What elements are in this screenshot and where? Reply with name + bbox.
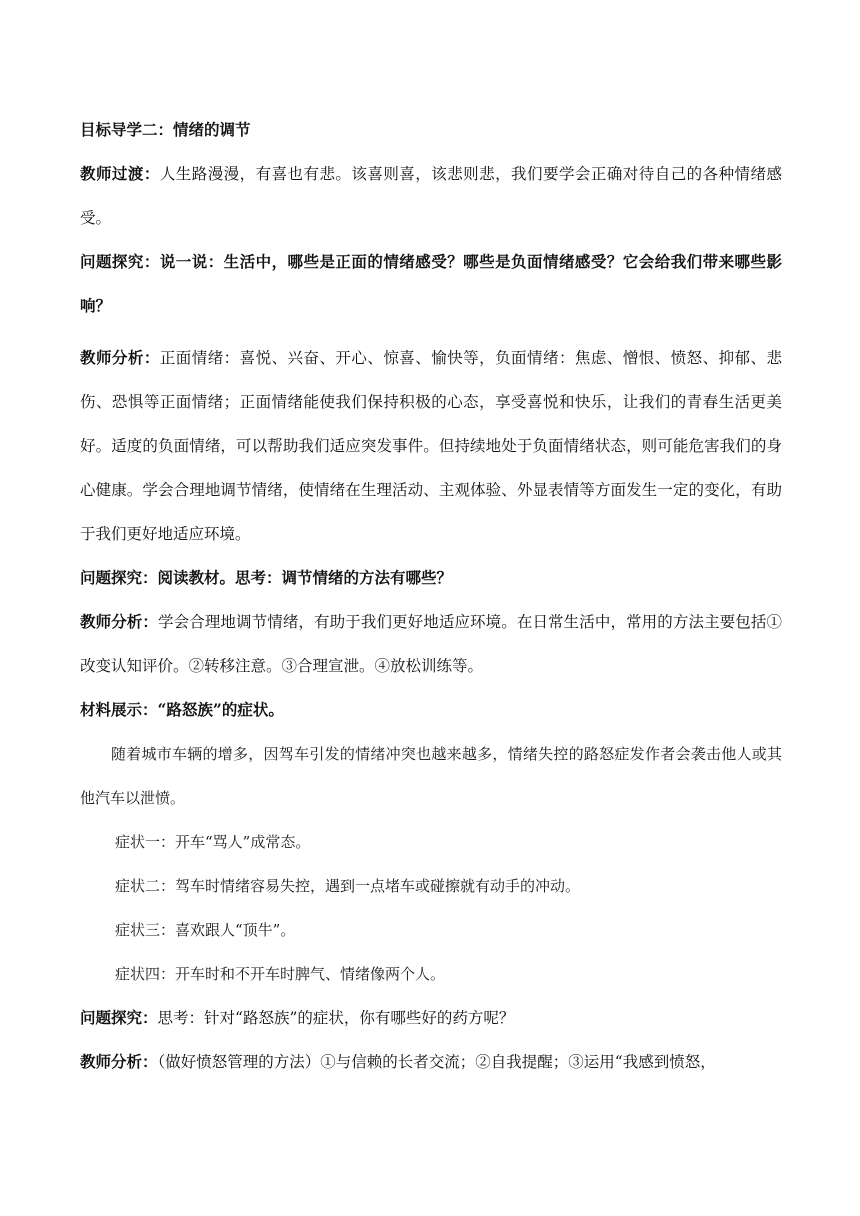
teacher-analysis-paragraph xyxy=(80,1040,782,1084)
paragraph-label: 问题探究： xyxy=(80,568,158,587)
question-exploration-paragraph xyxy=(80,996,782,1040)
paragraph-text: 阅读教材。思考：调节情绪的方法有哪些？ xyxy=(157,568,453,587)
paragraph-text: 说一说：生活中，哪些是正面的情绪感受？哪些是负面情绪感受？它会给我们带来哪些影响？ xyxy=(80,252,782,315)
symptom-item: 症状三：喜欢跟人“顶牛”。 xyxy=(115,921,296,939)
paragraph-label: 问题探究： xyxy=(80,1008,158,1027)
teacher-analysis-paragraph xyxy=(80,600,782,688)
question-exploration-paragraph xyxy=(80,556,782,600)
paragraph-label: 材料展示： xyxy=(80,700,158,719)
question-exploration-paragraph xyxy=(80,240,782,328)
teacher-transition-paragraph xyxy=(80,152,782,240)
paragraph-text: 人生路漫漫，有喜也有悲。该喜则喜，该悲则悲，我们要学会正确对待自己的各种情绪感受。 xyxy=(80,165,782,227)
symptom-item: 症状四：开车时和不开车时脾气、情绪像两个人。 xyxy=(115,965,446,983)
paragraph-text: “路怒族”的症状。 xyxy=(157,700,284,719)
symptom-item: 症状一：开车“骂人”成常态。 xyxy=(115,833,311,851)
teacher-analysis-paragraph xyxy=(80,336,782,556)
paragraph-text: 学会合理地调节情绪，有助于我们更好地适应环境。在日常生活中，常用的方法主要包括①改变认知评价。②转移注意。③合理宣泄。④放松训练等。 xyxy=(80,613,782,675)
section-title: 目标导学二：情绪的调节 xyxy=(80,120,251,139)
paragraph-text: 思考：针对“路怒族”的症状，你有哪些好的药方呢？ xyxy=(157,1009,515,1027)
material-display-heading xyxy=(80,688,782,732)
material-intro: 随着城市车辆的增多，因驾车引发的情绪冲突也越来越多，情绪失控的路怒症发作者会袭击他人或其他汽车以泄愤。 xyxy=(80,745,782,807)
paragraph-text: 正面情绪：喜悦、兴奋、开心、惊喜、愉快等，负面情绪：焦虑、憎恨、愤怒、抑郁、悲伤、恐惧等正面情绪；正面情绪能使我们保持积极的心态，享受喜悦和快乐，让我们的青春生活更美好。适度的负面情绪，可以帮助我们适应突发事件。但持续地处于负面情绪状态，则可能危害我们的身心健康。学会合理地调节情绪，使情绪在生理活动、主观体验、外显表情等方面发生一定的变化，有助于我们更好地适应环境。 xyxy=(80,349,782,543)
symptom-item: 症状二：驾车时情绪容易失控，遇到一点堵车或碰擦就有动手的冲动。 xyxy=(115,877,581,895)
paragraph-label: 教师分析： xyxy=(80,348,160,367)
paragraph-label: 教师分析： xyxy=(80,612,159,631)
document-page xyxy=(80,108,782,1084)
paragraph-label: 教师分析： xyxy=(80,1052,158,1071)
paragraph-label: 教师过渡： xyxy=(80,164,160,183)
paragraph-label: 问题探究： xyxy=(80,252,160,271)
paragraph-text: （做好愤怒管理的方法）①与信赖的长者交流；②自我提醒；③运用“我感到愤怒， xyxy=(157,1053,716,1071)
